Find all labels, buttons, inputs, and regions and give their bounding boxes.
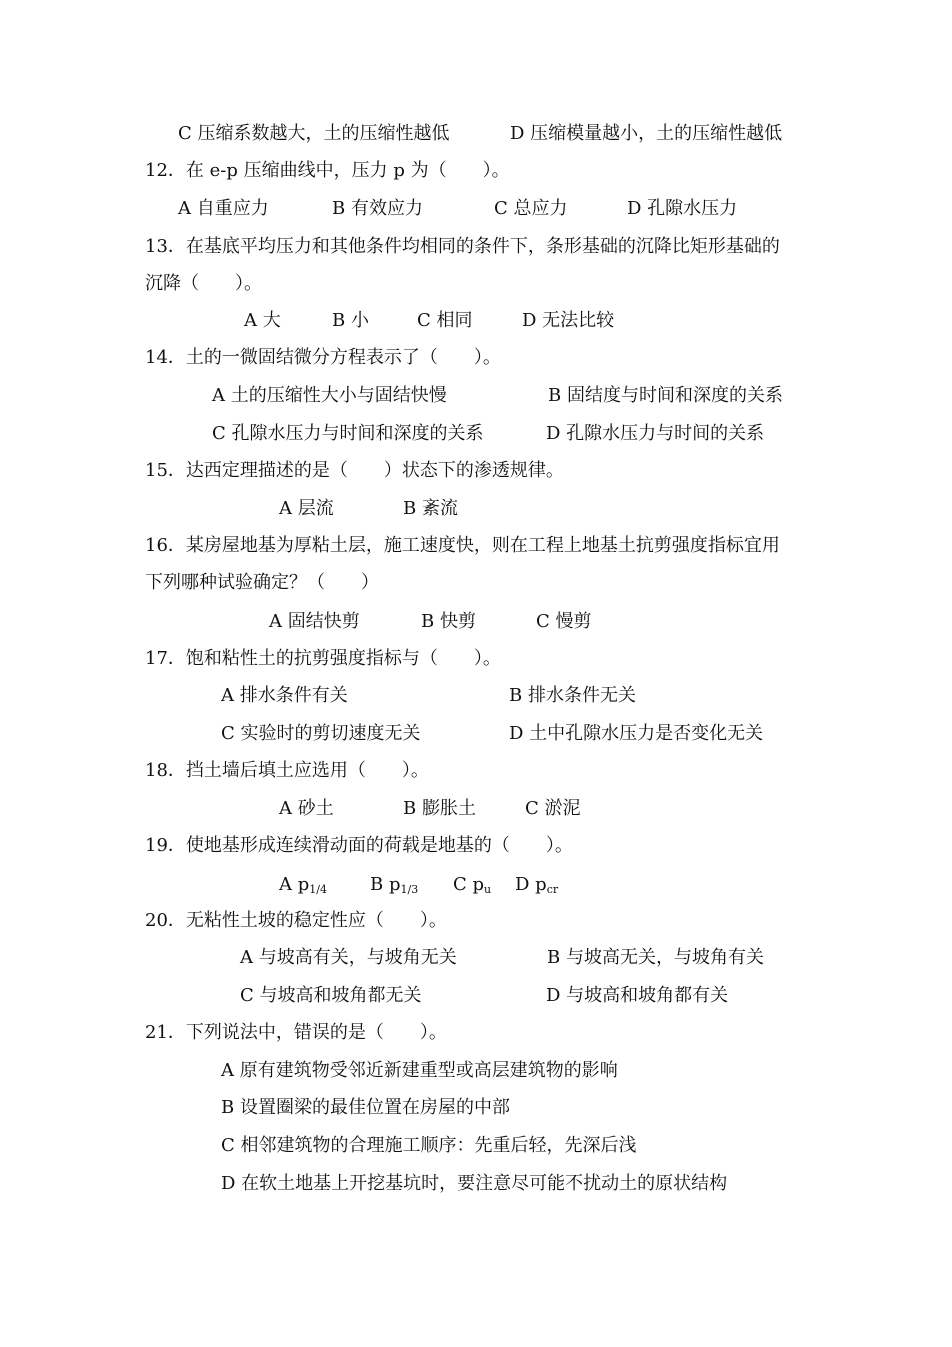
q21-option-d: D 在软土地基上开挖基坑时，要注意尽可能不扰动土的原状结构 <box>221 1173 728 1194</box>
question-14: 14．土的一微固结微分方程表示了（ ）。 <box>145 347 501 368</box>
question-13-line1: 13．在基底平均压力和其他条件均相同的条件下，条形基础的沉降比矩形基础的 <box>145 236 780 257</box>
q18-option-a: A 砂土 <box>279 798 334 819</box>
question-13-line2: 沉降（ ）。 <box>145 273 262 294</box>
q18-option-b: B 膨胀土 <box>403 798 476 819</box>
question-17: 17．饱和粘性土的抗剪强度指标与（ ）。 <box>145 648 501 669</box>
q17-option-c: C 实验时的剪切速度无关 <box>221 723 421 744</box>
question-15: 15．达西定理描述的是（ ）状态下的渗透规律。 <box>145 460 564 481</box>
q11-option-c: C 压缩系数越大，土的压缩性越低 <box>178 123 450 144</box>
q21-option-b: B 设置圈梁的最佳位置在房屋的中部 <box>221 1097 510 1118</box>
q15-option-a: A 层流 <box>279 498 334 519</box>
q11-option-d: D 压缩模量越小，土的压缩性越低 <box>510 123 783 144</box>
q21-option-a: A 原有建筑物受邻近新建重型或高层建筑物的影响 <box>221 1060 618 1081</box>
q12-option-d: D 孔隙水压力 <box>627 198 738 219</box>
q20-option-b: B 与坡高无关，与坡角有关 <box>547 947 764 968</box>
q14-option-a: A 土的压缩性大小与固结快慢 <box>212 385 447 406</box>
q21-option-c: C 相邻建筑物的合理施工顺序：先重后轻，先深后浅 <box>221 1135 637 1156</box>
q17-option-b: B 排水条件无关 <box>509 685 636 706</box>
q19-option-d: D $p_{cr}$ <box>515 874 559 896</box>
q13-option-a: A 大 <box>244 310 281 331</box>
question-12: 12．在 e-p 压缩曲线中，压力 p 为（ ）。 <box>145 160 510 181</box>
q15-option-b: B 紊流 <box>403 498 458 519</box>
q12-option-c: C 总应力 <box>494 198 568 219</box>
q20-option-d: D 与坡高和坡角都有关 <box>546 985 729 1006</box>
q19-option-b: B $p_{1/3}$ <box>370 874 419 896</box>
q18-option-c: C 淤泥 <box>525 798 581 819</box>
question-21: 21．下列说法中，错误的是（ ）。 <box>145 1022 447 1043</box>
q14-option-b: B 固结度与时间和深度的关系 <box>548 385 783 406</box>
q13-option-c: C 相同 <box>417 310 473 331</box>
q16-option-c: C 慢剪 <box>536 611 592 632</box>
question-16-line2: 下列哪种试验确定？（ ） <box>145 572 379 593</box>
q12-option-a: A 自重应力 <box>178 198 269 219</box>
q17-option-a: A 排水条件有关 <box>221 685 348 706</box>
question-20: 20．无粘性土坡的稳定性应（ ）。 <box>145 910 447 931</box>
q19-option-a: A $p_{1/4}$ <box>279 874 327 896</box>
q16-option-a: A 固结快剪 <box>269 611 360 632</box>
question-18: 18．挡土墙后填土应选用（ ）。 <box>145 760 429 781</box>
q19-option-c: C $p_u$ <box>453 874 492 896</box>
q13-option-d: D 无法比较 <box>522 310 615 331</box>
q20-option-c: C 与坡高和坡角都无关 <box>240 985 422 1006</box>
q12-option-b: B 有效应力 <box>332 198 423 219</box>
q17-option-d: D 土中孔隙水压力是否变化无关 <box>509 723 764 744</box>
q13-option-b: B 小 <box>332 310 369 331</box>
question-19: 19．使地基形成连续滑动面的荷载是地基的（ ）。 <box>145 835 573 856</box>
q14-option-c: C 孔隙水压力与时间和深度的关系 <box>212 423 484 444</box>
q16-option-b: B 快剪 <box>421 611 476 632</box>
q20-option-a: A 与坡高有关，与坡角无关 <box>240 947 457 968</box>
question-16-line1: 16．某房屋地基为厚粘土层，施工速度快，则在工程上地基土抗剪强度指标宜用 <box>145 535 780 556</box>
q14-option-d: D 孔隙水压力与时间的关系 <box>546 423 765 444</box>
